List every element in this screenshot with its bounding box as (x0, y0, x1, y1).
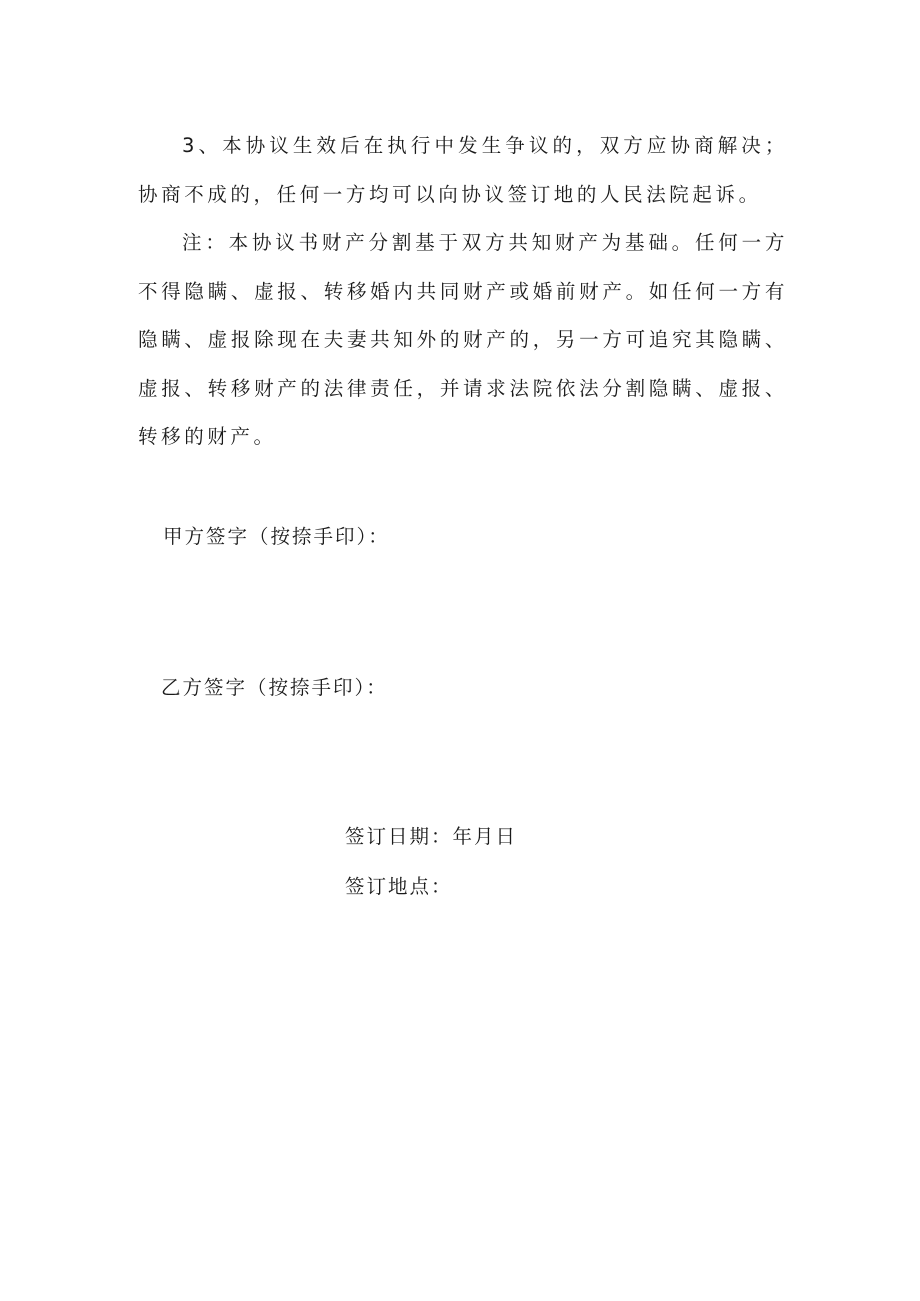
party-b-signature-label: 乙方签字（按捺手印）： (161, 676, 388, 699)
signing-date-label: 签订日期：年月日 (345, 825, 518, 848)
clause-dispute-resolution: 3、本协议生效后在执行中发生争议的，双方应协商解决；协商不成的，任何一方均可以向协议签订地的人民法院起诉。 (138, 134, 788, 206)
signing-place-label: 签订地点： (345, 875, 453, 898)
note-property-disclosure: 注：本协议书财产分割基于双方共知财产为基础。任何一方不得隐瞒、虚报、转移婚内共同财产或婚前财产。如任何一方有隐瞒、虚报除现在夫妻共知外的财产的，另一方可追究其隐瞒、虚报、转移财产的法律责任，并请求法院依法分割隐瞒、虚报、转移的财产。 (138, 231, 788, 448)
document-body (138, 122, 788, 462)
party-a-signature-label: 甲方签字（按捺手印）： (163, 525, 390, 548)
